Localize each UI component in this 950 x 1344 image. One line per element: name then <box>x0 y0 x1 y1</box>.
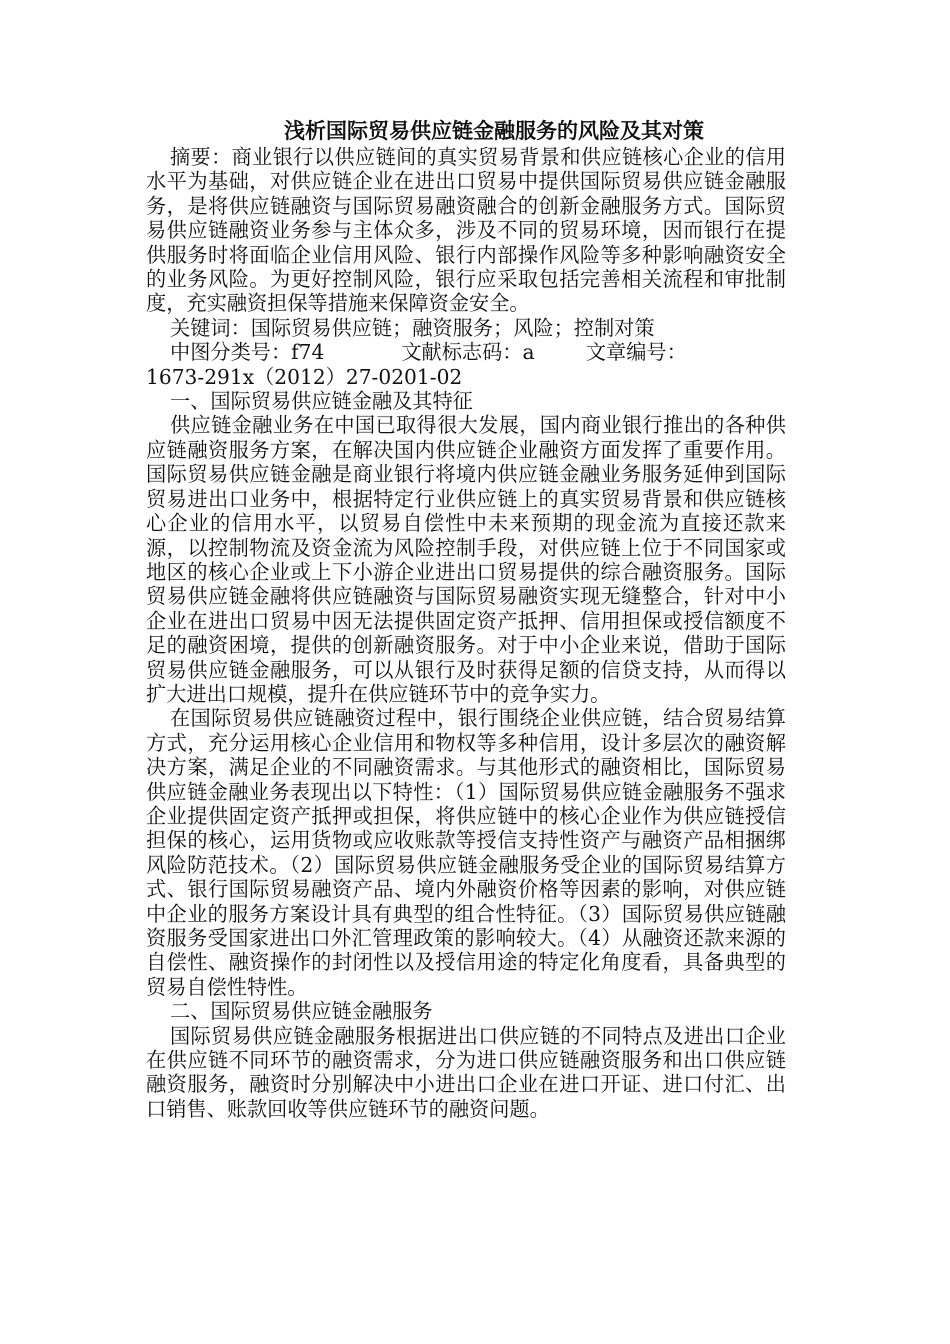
article-number: 1673-291x（2012）27-0201-02 <box>146 364 463 389</box>
document-page <box>146 118 786 1121</box>
keywords-line: 关键词：国际贸易供应链；融资服务；风险；控制对策 <box>170 315 655 340</box>
section-1-heading: 一、国际贸易供应链金融及其特征 <box>170 389 473 414</box>
section-1-paragraph-2: 在国际贸易供应链融资过程中，银行围绕企业供应链，结合贸易结算方式，充分运用核心企业信用和物权等多种信用，设计多层次的融资解决方案，满足企业的不同融资需求。与其他形式的融资相比，国际贸易供应链金融业务表现出以下特性：（1）国际贸易供应链金融服务不强求企业提供固定资产抵押或担保，将供应链中的核心企业作为供应链授信担保的核心，运用货物或应收账款等授信支持性资产与融资产品相捆绑风险防范技术。（2）国际贸易供应链金融服务受企业的国际贸易结算方式、银行国际贸易融资产品、境内外融资价格等因素的影响，对供应链中企业的服务方案设计具有典型的组合性特征。（3）国际贸易供应链融资服务受国家进出口外汇管理政策的影响较大。（4）从融资还款来源的自偿性、融资操作的封闭性以及授信用途的特定化角度看，具备典型的贸易自偿性特性。 <box>146 706 786 999</box>
classification-code: 中图分类号：f74 <box>170 340 325 365</box>
document-title: 浅析国际贸易供应链金融服务的风险及其对策 <box>284 119 704 143</box>
classification-line <box>146 340 786 364</box>
abstract-paragraph: 摘要：商业银行以供应链间的真实贸易背景和供应链核心企业的信用水平为基础，对供应链企业在进出口贸易中提供国际贸易供应链金融服务，是将供应链融资与国际贸易融资融合的创新金融服务方式。国际贸易供应链融资业务参与主体众多，涉及不同的贸易环境，因而银行在提供服务时将面临企业信用风险、银行内部操作风险等多种影响融资安全的业务风险。为更好控制风险，银行应采取包括完善相关流程和审批制度，充实融资担保等措施来保障资金安全。 <box>146 145 786 316</box>
section-2-heading: 二、国际贸易供应链金融服务 <box>170 999 433 1024</box>
section-1-paragraph-1: 供应链金融业务在中国已取得很大发展，国内商业银行推出的各种供应链融资服务方案，在解决国内供应链企业融资方面发挥了重要作用。国际贸易供应链金融是商业银行将境内供应链金融业务服务延伸到国际贸易进出口业务中，根据特定行业供应链上的真实贸易背景和供应链核心企业的信用水平，以贸易自偿性中未来预期的现金流为直接还款来源，以控制物流及资金流为风险控制手段，对供应链上位于不同国家或地区的核心企业或上下小游企业进出口贸易提供的综合融资服务。国际贸易供应链金融将供应链融资与国际贸易融资实现无缝整合，针对中小企业在进出口贸易中因无法提供固定资产抵押、信用担保或授信额度不足的融资困境，提供的创新融资服务。对于中小企业来说，借助于国际贸易供应链金融服务，可以从银行及时获得足额的信贷支持，从而得以扩大进出口规模，提升在供应链环节中的竞争实力。 <box>146 413 786 706</box>
document-code: 文献标志码：a <box>401 340 535 365</box>
article-number-label: 文章编号： <box>585 340 687 365</box>
section-2-paragraph-1: 国际贸易供应链金融服务根据进出口供应链的不同特点及进出口企业在供应链不同环节的融资需求，分为进口供应链融资服务和出口供应链融资服务，融资时分别解决中小进出口企业在进口开证、进口付汇、出口销售、账款回收等供应链环节的融资问题。 <box>146 1023 786 1121</box>
